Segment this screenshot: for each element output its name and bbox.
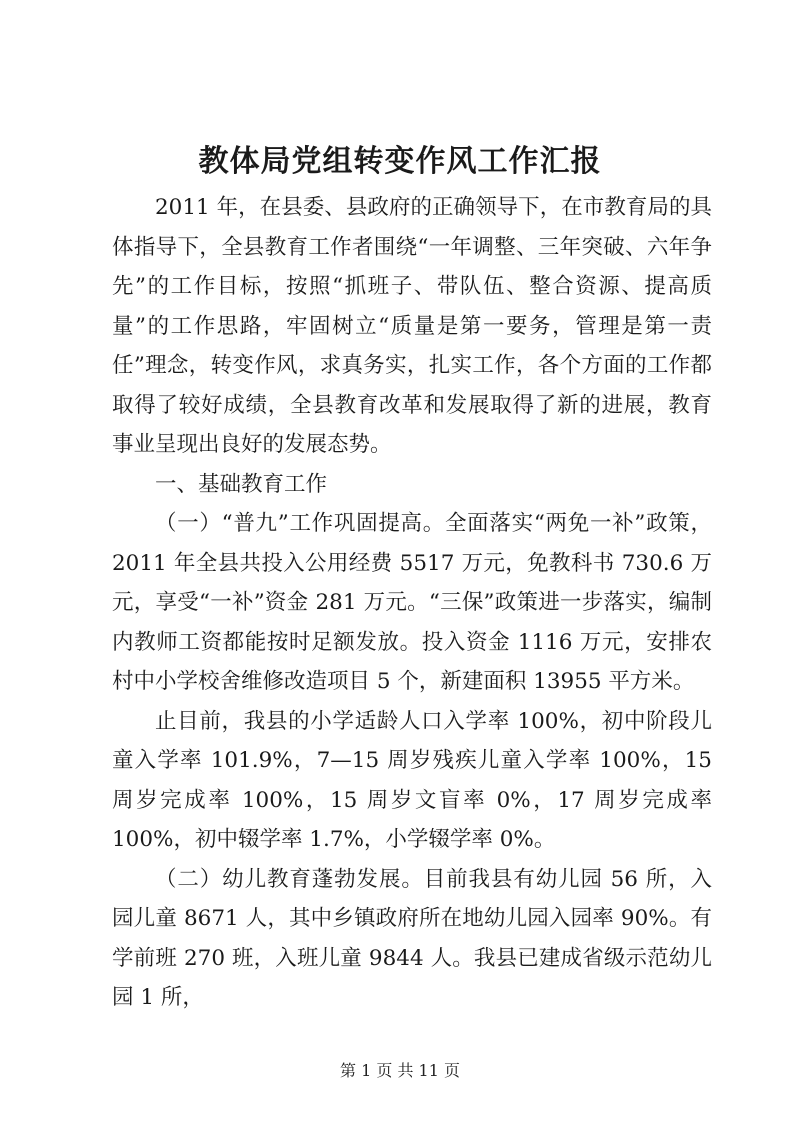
document-body — [112, 188, 712, 1018]
paragraph-enrollment-rates: 止目前，我县的小学适龄人口入学率 100%，初中阶段儿童入学率 101.9%，7—15 周岁残疾儿童入学率 100%，15 周岁完成率 100%，15 周岁文盲率 0%，17 周岁完成率 100%，初中辍学率 1.7%，小学辍学率 0%。 — [112, 708, 712, 852]
page-footer: 第 1 页 共 11 页 — [340, 1061, 460, 1080]
section-heading-basic-education: 一、基础教育工作 — [155, 471, 328, 497]
paragraph-compulsory-education: （一）“普九”工作巩固提高。全面落实“两免一补”政策，2011 年全县共投入公用经费 5517 万元，免教科书 730.6 万元，享受“一补”资金 281 万元。“三保”政策进一步落实，编制内教师工资都能按时足额发放。投入资金 1116 万元，安排农村中小学校舍维修改造项目 5 个，新建面积 13955 平方米。 — [112, 511, 712, 694]
paragraph-intro: 2011 年，在县委、县政府的正确领导下，在市教育局的具体指导下，全县教育工作者围绕“一年调整、三年突破、六年争先”的工作目标，按照“抓班子、带队伍、整合资源、提高质量”的工作思路，牢固树立“质量是第一要务，管理是第一责任”理念，转变作风，求真务实，扎实工作，各个方面的工作都取得了较好成绩，全县教育改革和发展取得了新的进展，教育事业呈现出良好的发展态势。 — [112, 195, 712, 457]
paragraph-preschool-education: （二）幼儿教育蓬勃发展。目前我县有幼儿园 56 所，入园儿童 8671 人，其中乡镇政府所在地幼儿园入园率 90%。有学前班 270 班，入班儿童 9844 人。我县已建成省级示范幼儿园 1 所， — [112, 866, 712, 1010]
document-title: 教体局党组转变作风工作汇报 — [198, 144, 602, 179]
